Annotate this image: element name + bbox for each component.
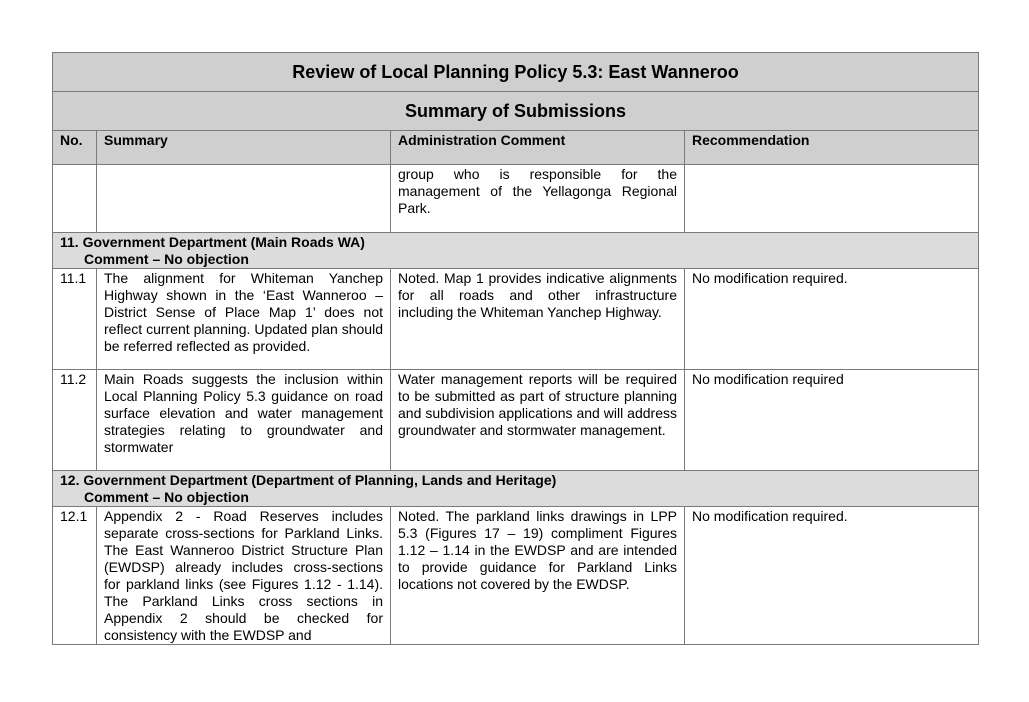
column-header-comment: Administration Comment — [391, 131, 685, 165]
row-recommendation: No modification required. — [685, 269, 979, 370]
row-summary: The alignment for Whiteman Yanchep Highway shown in the ‘East Wanneroo – District Sense of Place Map 1’ does not reflect current planning. Updated plan should be referred reflected as provided. — [97, 269, 391, 370]
section-subheading: Comment – No objection — [84, 251, 249, 267]
row-number — [53, 165, 97, 233]
section-heading: 11. Government Department (Main Roads WA) — [60, 234, 365, 250]
table-row — [53, 370, 979, 471]
row-comment: Water management reports will be required to be submitted as part of structure planning and subdivision applications and will address groundwater and stormwater management. — [391, 370, 685, 471]
row-comment: Noted. Map 1 provides indicative alignments for all roads and other infrastructure including the Whiteman Yanchep Highway. — [391, 269, 685, 370]
row-comment: group who is responsible for the management of the Yellagonga Regional Park. — [391, 165, 685, 233]
column-header-recommendation: Recommendation — [685, 131, 979, 165]
submissions-table — [52, 52, 979, 645]
section-heading-row — [53, 471, 979, 507]
column-header-summary: Summary — [97, 131, 391, 165]
row-comment: Noted. The parkland links drawings in LPP 5.3 (Figures 17 – 19) compliment Figures 1.12 – 1.14 in the EWDSP and are intended to provide guidance for Parkland Links locations not covered by the EWDSP. — [391, 507, 685, 645]
row-recommendation — [685, 165, 979, 233]
row-recommendation: No modification required — [685, 370, 979, 471]
document-subtitle: Summary of Submissions — [53, 92, 979, 131]
row-recommendation: No modification required. — [685, 507, 979, 645]
table-row — [53, 507, 979, 645]
section-heading-row — [53, 233, 979, 269]
row-number: 11.1 — [53, 269, 97, 370]
row-number: 12.1 — [53, 507, 97, 645]
document-title: Review of Local Planning Policy 5.3: East Wanneroo — [53, 53, 979, 92]
section-heading: 12. Government Department (Department of Planning, Lands and Heritage) — [60, 472, 557, 488]
section-subheading: Comment – No objection — [84, 489, 249, 505]
row-number: 11.2 — [53, 370, 97, 471]
table-row — [53, 165, 979, 233]
row-summary — [97, 165, 391, 233]
column-header-no: No. — [53, 131, 97, 165]
table-row — [53, 269, 979, 370]
row-summary: Main Roads suggests the inclusion within Local Planning Policy 5.3 guidance on road surface elevation and water management strategies relating to groundwater and stormwater — [97, 370, 391, 471]
row-summary: Appendix 2 - Road Reserves includes separate cross-sections for Parkland Links. The East Wanneroo District Structure Plan (EWDSP) already includes cross-sections for parkland links (see Figures 1.12 - 1.14). The Parkland Links cross sections in Appendix 2 should be checked for consistency with the EWDSP and — [97, 507, 391, 645]
